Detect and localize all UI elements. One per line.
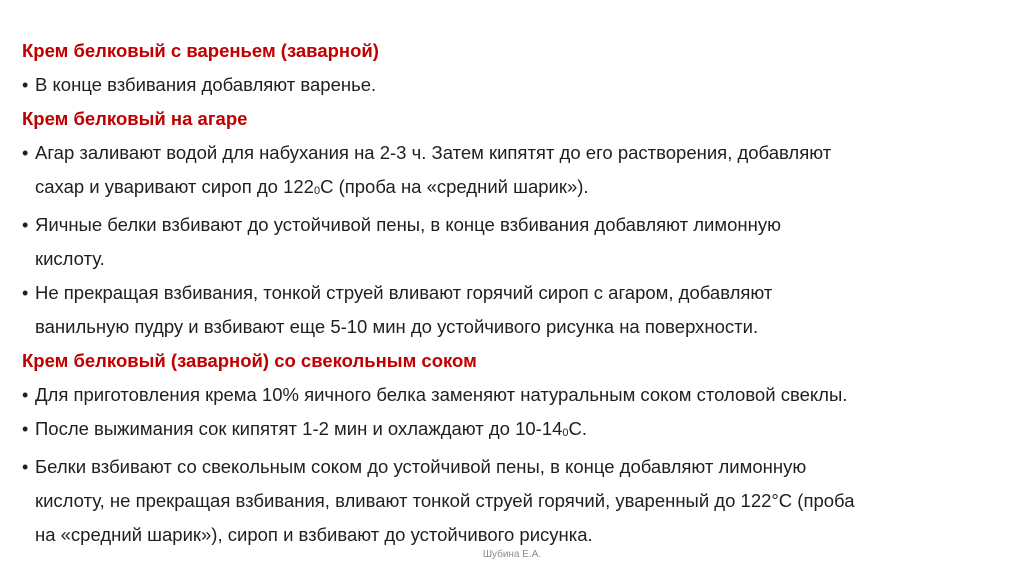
bullet-line: Агар заливают водой для набухания на 2-3 ч. Затем кипятят до его растворения, добавляют <box>35 142 832 163</box>
bullet-beet-1 <box>22 378 1012 412</box>
bullet-line: кислоту, не прекращая взбивания, вливают тонкой струей горячий, уваренный до 122°С (проба <box>35 490 855 511</box>
bullet-line: Для приготовления крема 10% яичного белка заменяют натуральным соком столовой свеклы. <box>35 384 848 405</box>
bullet-agar-2 <box>22 208 1012 276</box>
degree-mark: 0 <box>313 185 321 197</box>
bullet-agar-3 <box>22 276 1012 344</box>
bullet-line: Яичные белки взбивают до устойчивой пены, в конце взбивания добавляют лимонную <box>35 214 781 235</box>
footer-author: Шубина Е.А. <box>482 549 542 560</box>
bullet-dot: • <box>22 283 29 303</box>
bullet-dot: • <box>22 75 29 95</box>
bullet-line: на «средний шарик»), сироп и взбивают до устойчивого рисунка. <box>35 524 593 545</box>
bullet-agar-1 <box>22 136 1012 208</box>
bullet-dot: • <box>22 385 29 405</box>
bullet-beet-2 <box>22 412 1012 450</box>
section-heading-agar-cream: Крем белковый на агаре <box>22 108 248 129</box>
degree-mark: 0 <box>562 427 569 439</box>
bullet-line: В конце взбивания добавляют варенье. <box>35 74 377 95</box>
bullet-line: кислоту. <box>35 248 105 269</box>
slide-content <box>22 34 1012 552</box>
bullet-line: ванильную пудру и взбивают еще 5-10 мин до устойчивого рисунка на поверхности. <box>35 316 759 337</box>
bullet-beet-3 <box>22 450 1012 552</box>
bullet-line <box>35 412 1012 450</box>
bullet-text-part: С. <box>568 418 588 439</box>
bullet-text-part: С (проба на «средний шарик»). <box>320 176 589 197</box>
bullet-line: Белки взбивают со свекольным соком до устойчивой пены, в конце добавляют лимонную <box>35 456 807 477</box>
bullet-text-part: После выжимания сок кипятят 1-2 мин и охлаждают до 10-14 <box>35 418 563 439</box>
section-heading-jam-cream: Крем белковый с вареньем (заварной) <box>22 40 379 61</box>
section-heading-beet-cream: Крем белковый (заварной) со свекольным соком <box>22 350 477 371</box>
bullet-dot: • <box>22 457 29 477</box>
bullet-dot: • <box>22 419 29 439</box>
bullet-jam-1 <box>22 68 1012 102</box>
bullet-line: Не прекращая взбивания, тонкой струей вливают горячий сироп с агаром, добавляют <box>35 282 773 303</box>
bullet-text-part: сахар и уваривают сироп до 122 <box>35 176 314 197</box>
bullet-dot: • <box>22 143 29 163</box>
bullet-line <box>35 170 1012 208</box>
bullet-dot: • <box>22 215 29 235</box>
